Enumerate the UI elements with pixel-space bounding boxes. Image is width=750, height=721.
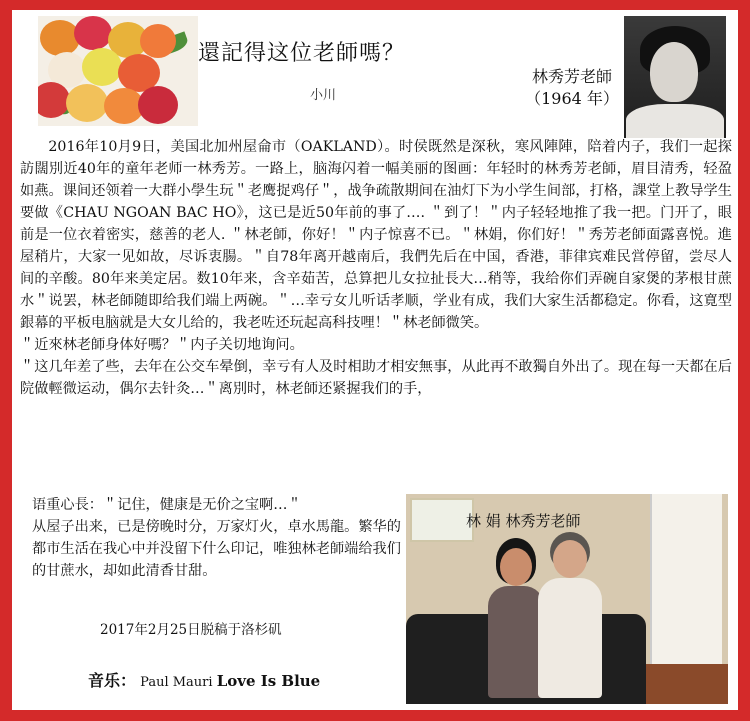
teacher-name: 林秀芳老師 bbox=[531, 67, 612, 86]
paragraph: ＂这几年差了些，去年在公交车晕倒，幸亏有人及时相助才相安無事，从此再不敢獨自外出了。现在每一天都在后院做輕微运动，偶尔去针灸…＂离別时，林老師还紧握我们的手， bbox=[20, 359, 732, 397]
paragraph: 从屋子出来，已是傍晚时分，万家灯火，卓水馬龍。繁华的都市生活在我心中并没留下什么印记，唯独林老師端给我们的甘蔗水，却如此清香甘甜。 bbox=[32, 519, 401, 579]
author-name: 小川 bbox=[310, 88, 337, 103]
music-song: Love Is Blue bbox=[216, 672, 321, 690]
roses-image bbox=[38, 16, 198, 126]
article-body bbox=[20, 136, 732, 400]
article-page bbox=[12, 10, 738, 710]
music-artist: Paul Mauri bbox=[140, 675, 213, 690]
teacher-portrait-photo bbox=[624, 16, 726, 138]
music-label: 音乐： bbox=[88, 671, 137, 690]
paragraph: ＂近來林老師身体好嗎？＂内子关切地询问。 bbox=[20, 337, 304, 353]
paragraph: 语重心長：＂记住，健康是无价之宝啊…＂ bbox=[32, 497, 302, 513]
paragraph: 2016年10月9日，美国北加州屋侖市（OAKLAND）。时侯既然是深秋，寒风陣陣，陪着内子，我们一起探訪闊別近40年的童年老师一林秀芳。一路上，脑海闪着一幅美丽的图画：年轻时的林秀芳老師，眉目清秀，轻盈如燕。课间还领着一大群小學生玩＂老鹰捉鸡仔＂，战争疏散期间在油灯下为小学生间部，打格，課堂上教导学生要做《CHAU NGOAN BAC HO》，这已是近50年前的事了…. ＂到了！＂内子轻轻地推了我一把。门开了，眼前是一位衣着密实，慈善的老人. ＂林老師，你好！＂内子惊喜不已。＂林娟，你们好！＂秀芳老師面露喜悦。進屋稍片，大家一见如故，尽诉衷腸。＂自78年离开越南后，我們先后在中国，香港，菲律宾难民営停留，尝尽人间的辛酸。80年来美定居。数10年来，含辛茹苦，总算把儿女拉扯長大…稍等，我给你们弄碗自家煲的茅根甘蔗水＂说罢，林老師随即给我们端上两碗。＂…幸亏女儿听话孝顺，学业有成，我们大家生活都稳定。你看，这寛型銀幕的平板电脑就是大女儿给的，我老咗还玩起高科技哩！＂林老師微笑。 bbox=[20, 139, 732, 331]
photo-caption: 林 娟 林秀芳老師 bbox=[466, 512, 581, 530]
teacher-year: （1964 年） bbox=[525, 89, 619, 108]
article-date: 2017年2月25日脱稿于洛杉矶 bbox=[100, 622, 282, 638]
article-body-continued bbox=[32, 494, 408, 582]
article-title: 還記得这位老師嗎？ bbox=[198, 41, 406, 66]
teacher-label bbox=[516, 66, 628, 110]
visit-photo bbox=[406, 494, 728, 704]
music-credit bbox=[88, 668, 320, 691]
